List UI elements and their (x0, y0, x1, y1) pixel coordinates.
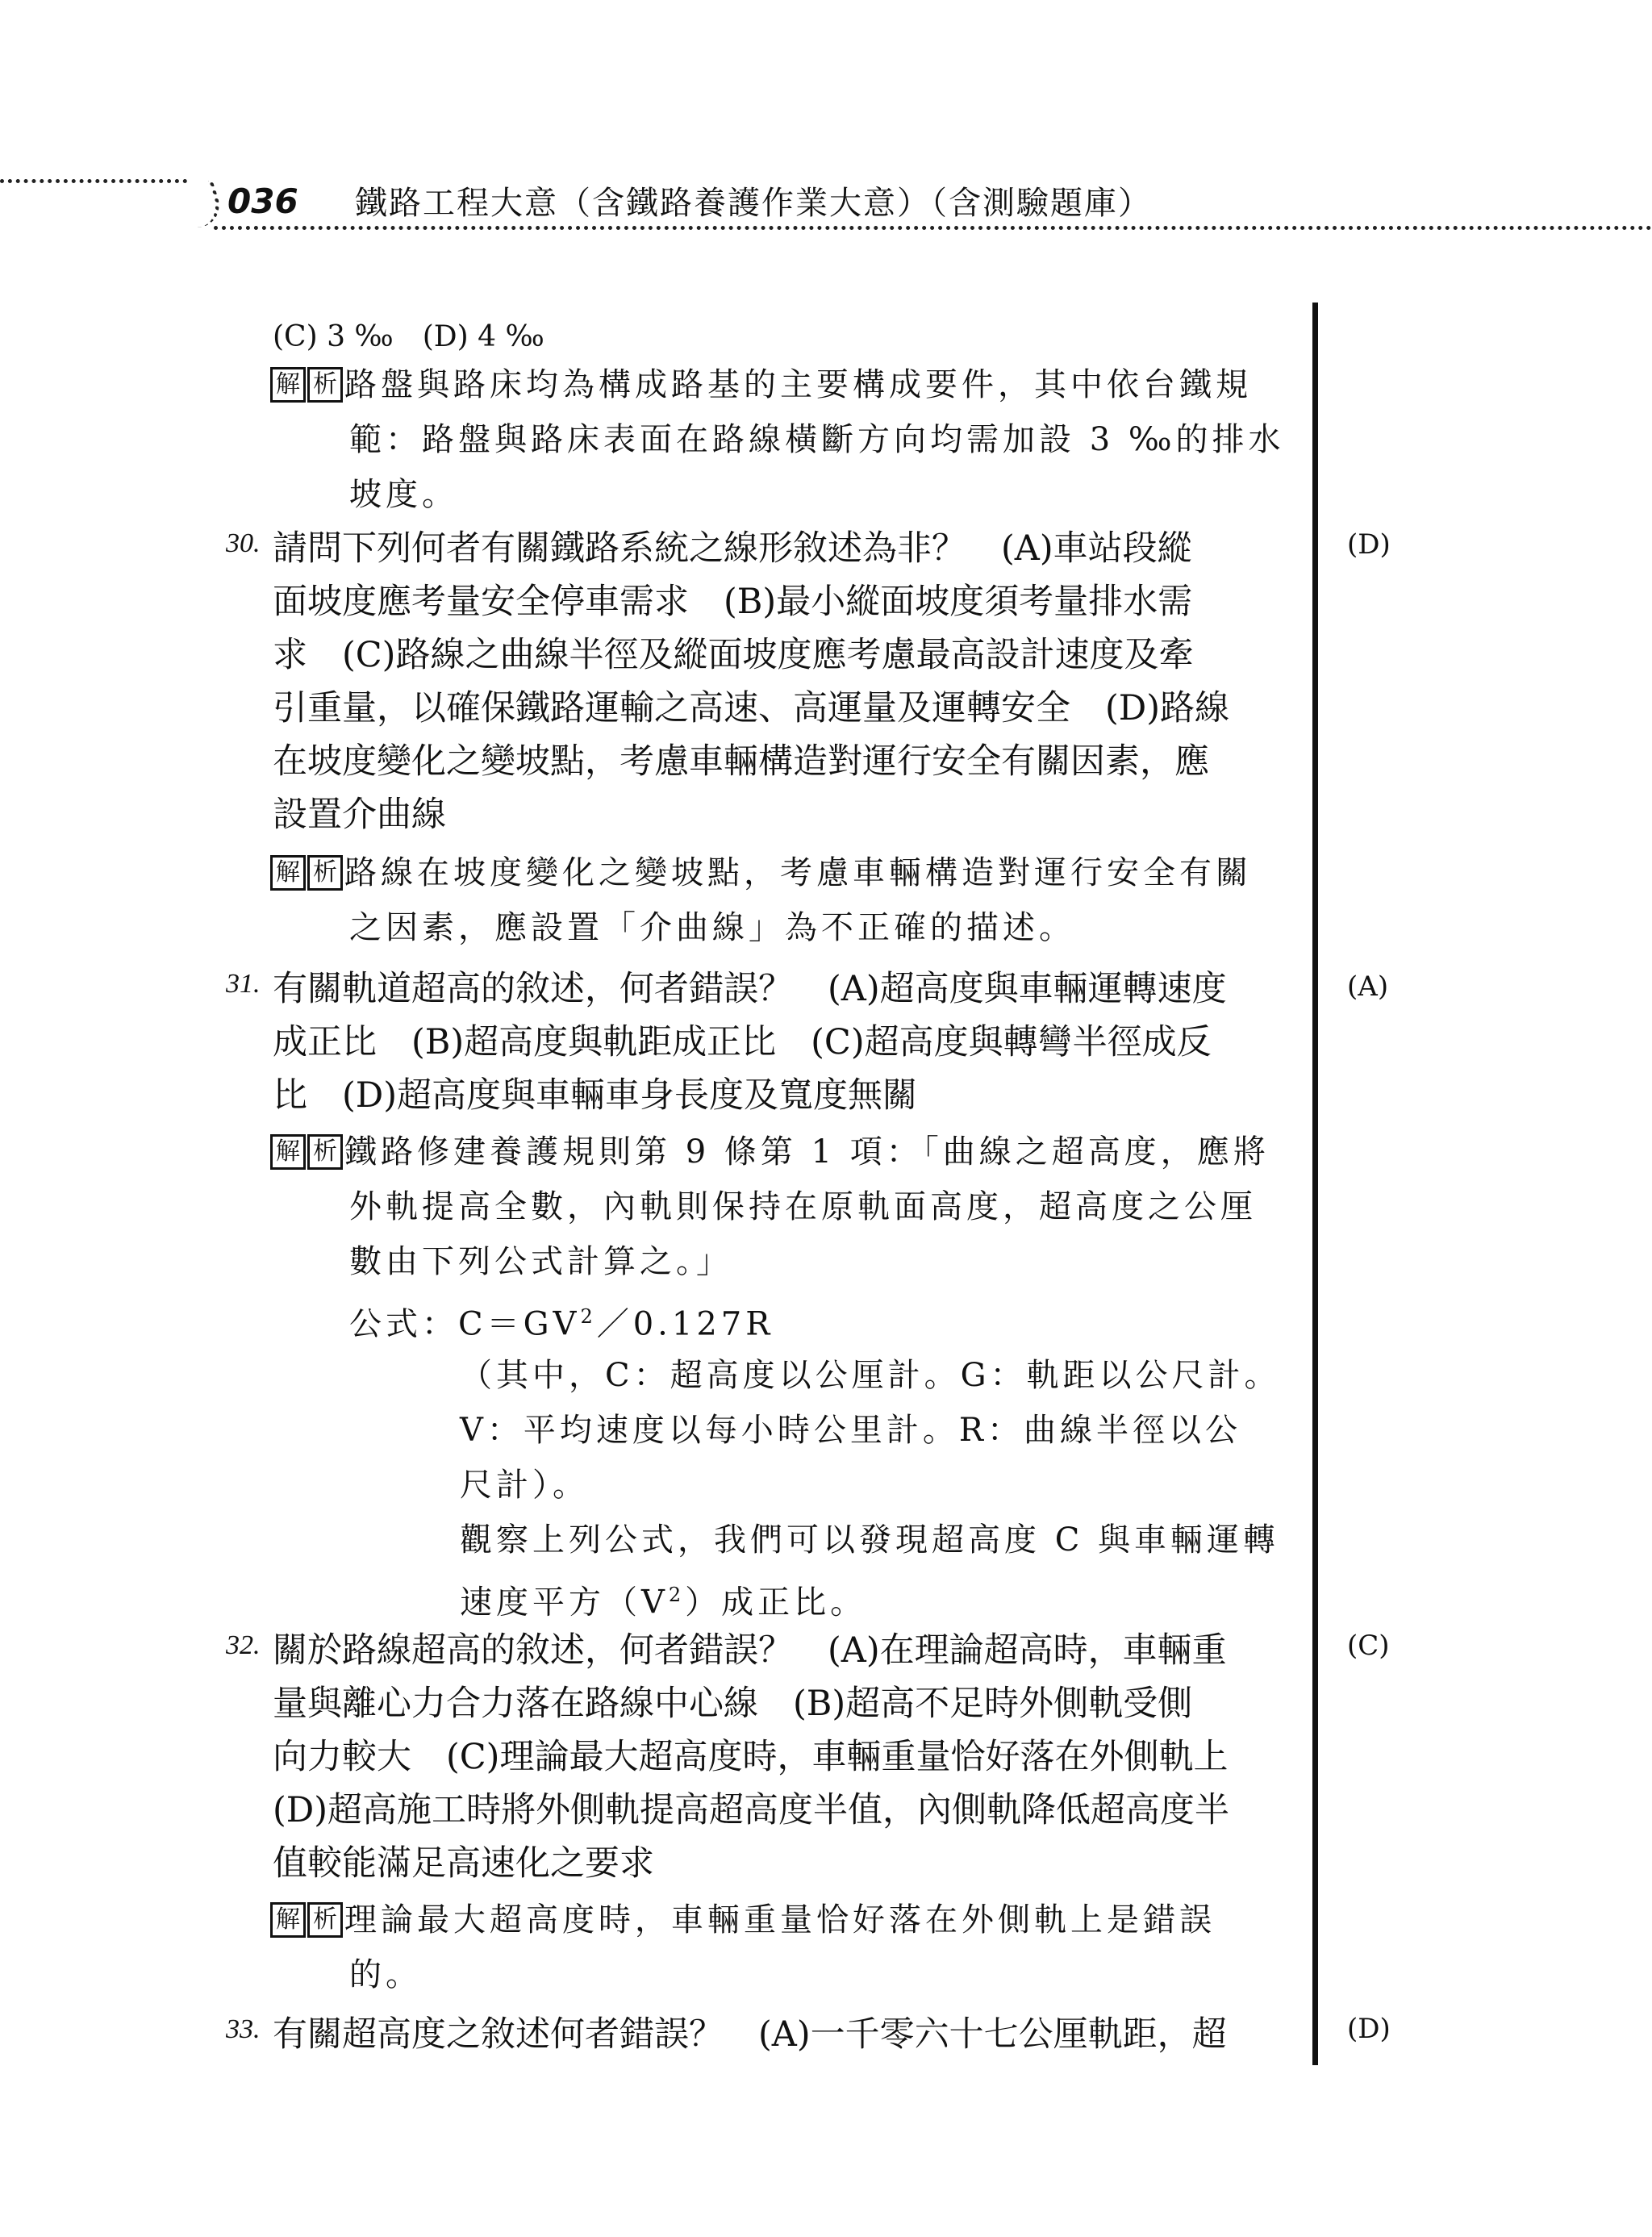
q31-number: 31. (226, 969, 261, 999)
explanation-badge-jie: 解 (270, 1902, 306, 1938)
q31-explanation-line-2: 外軌提高全數，內軌則保持在原軌面高度，超高度之公厘 (349, 1188, 1257, 1225)
page-number: 036 (227, 182, 298, 221)
q31-note-line-4: 觀察上列公式，我們可以發現超高度 C 與車輛運轉 (460, 1521, 1280, 1559)
q32-text-line-5: 值較能滿足高速化之要求 (273, 1843, 654, 1884)
book-title: 鐵路工程大意（含鐵路養護作業大意）（含測驗題庫） (355, 185, 1152, 222)
note-prefix: 速度平方（V (460, 1584, 669, 1621)
explanation-badge-xi: 析 (307, 1134, 343, 1170)
q29-explanation-line-1 (270, 361, 1252, 409)
q30-explanation-line-2: 之因素，應設置「介曲線」為不正確的描述。 (349, 909, 1075, 946)
q33-text-line-1: 有關超高度之敘述何者錯誤？ (A)一千零六十七公厘軌距，超 (273, 2014, 1227, 2055)
q31-text-line-1: 有關軌道超高的敘述，何者錯誤？ (A)超高度與車輛運轉速度 (273, 969, 1227, 1009)
note-suffix: ）成正比。 (685, 1584, 867, 1621)
header-dotted-rule-left (0, 179, 187, 183)
q30-text-line-5: 在坡度變化之變坡點，考慮車輛構造對運行安全有關因素，應 (273, 741, 1209, 782)
q31-explanation-text-1: 鐵路修建養護規則第 9 條第 1 項：「曲線之超高度，應將 (344, 1133, 1270, 1171)
q30-text-line-2: 面坡度應考量安全停車需求 (B)最小縱面坡度須考量排水需 (273, 582, 1193, 622)
explanation-badge-xi: 析 (307, 367, 343, 403)
explanation-badge-jie: 解 (270, 367, 306, 403)
q31-explanation-line-3: 數由下列公式計算之。」 (349, 1243, 732, 1280)
explanation-badge-jie: 解 (270, 855, 306, 891)
q31-note-line-1: （其中，C：超高度以公厘計。G：軌距以公尺計。 (460, 1357, 1281, 1394)
header-dotted-rule-right (214, 226, 1652, 230)
formula-suffix: ／0.127R (596, 1305, 774, 1343)
explanation-badge-xi: 析 (307, 1902, 343, 1938)
q30-explanation-text-1: 路線在坡度變化之變坡點，考慮車輛構造對運行安全有關 (344, 854, 1252, 891)
q31-formula (349, 1292, 774, 1348)
note-exponent: 2 (668, 1584, 686, 1606)
q29-options-tail (273, 311, 544, 361)
answer-q33: (D) (1347, 2013, 1391, 2045)
answer-q30: (D) (1347, 528, 1391, 561)
q30-text-line-1: 請問下列何者有關鐵路系統之線形敘述為非？ (A)車站段縱 (273, 528, 1192, 569)
q32-text-line-2: 量與離心力合力落在路線中心線 (B)超高不足時外側軌受側 (273, 1684, 1193, 1724)
q31-note-line-5 (460, 1571, 866, 1626)
q29-explanation-text-1: 路盤與路床均為構成路基的主要構成要件，其中依台鐵規 (344, 366, 1252, 403)
page-header (0, 145, 1652, 242)
explanation-badge-jie: 解 (270, 1134, 306, 1170)
q31-text-line-3: 比 (D)超高度與車輛車身長度及寬度無關 (273, 1075, 918, 1116)
q32-explanation-text-1: 理論最大超高度時，車輛重量恰好落在外側軌上是錯誤 (344, 1901, 1216, 1939)
q30-explanation-line-1 (270, 849, 1252, 897)
q32-text-line-1: 關於路線超高的敘述，何者錯誤？ (A)在理論超高時，車輛重 (273, 1630, 1227, 1671)
q30-number: 30. (226, 528, 261, 558)
q31-text-line-2: 成正比 (B)超高度與軌距成正比 (C)超高度與轉彎半徑成反 (273, 1022, 1212, 1062)
q33-number: 33. (226, 2014, 261, 2044)
q32-text-line-3: 向力較大 (C)理論最大超高度時，車輛重量恰好落在外側軌上 (273, 1737, 1229, 1777)
q29-explanation-line-3: 坡度。 (349, 476, 458, 513)
q30-text-line-3: 求 (C)路線之曲線半徑及縱面坡度應考慮最高設計速度及牽 (273, 635, 1194, 675)
answer-column-divider (1312, 303, 1318, 2065)
header-dotted-curve (175, 181, 228, 227)
answer-q31: (A) (1347, 970, 1389, 1003)
q31-explanation-line-1 (270, 1128, 1270, 1176)
q32-explanation-line-2: 的。 (349, 1956, 422, 1993)
answer-q32: (C) (1347, 1630, 1390, 1662)
q32-number: 32. (226, 1630, 261, 1660)
q30-text-line-4: 引重量，以確保鐵路運輸之高速、高運量及運轉安全 (D)路線 (273, 688, 1230, 728)
q32-explanation-line-1 (270, 1896, 1216, 1944)
q29-options-text: (C) 3 ‰ (D) 4 ‰ (273, 320, 544, 353)
q30-text-line-6: 設置介曲線 (273, 795, 446, 835)
q32-text-line-4: (D)超高施工時將外側軌提高超高度半值，內側軌降低超高度半 (273, 1790, 1230, 1830)
explanation-badge-xi: 析 (307, 855, 343, 891)
q31-note-line-3: 尺計）。 (460, 1467, 589, 1504)
q29-explanation-line-2: 範：路盤與路床表面在路線橫斷方向均需加設 3 ‰的排水 (349, 421, 1285, 458)
formula-prefix: 公式：C＝GV (349, 1305, 581, 1343)
formula-exponent: 2 (580, 1305, 597, 1328)
q31-note-line-2: V：平均速度以每小時公里計。R：曲線半徑以公 (460, 1412, 1242, 1449)
